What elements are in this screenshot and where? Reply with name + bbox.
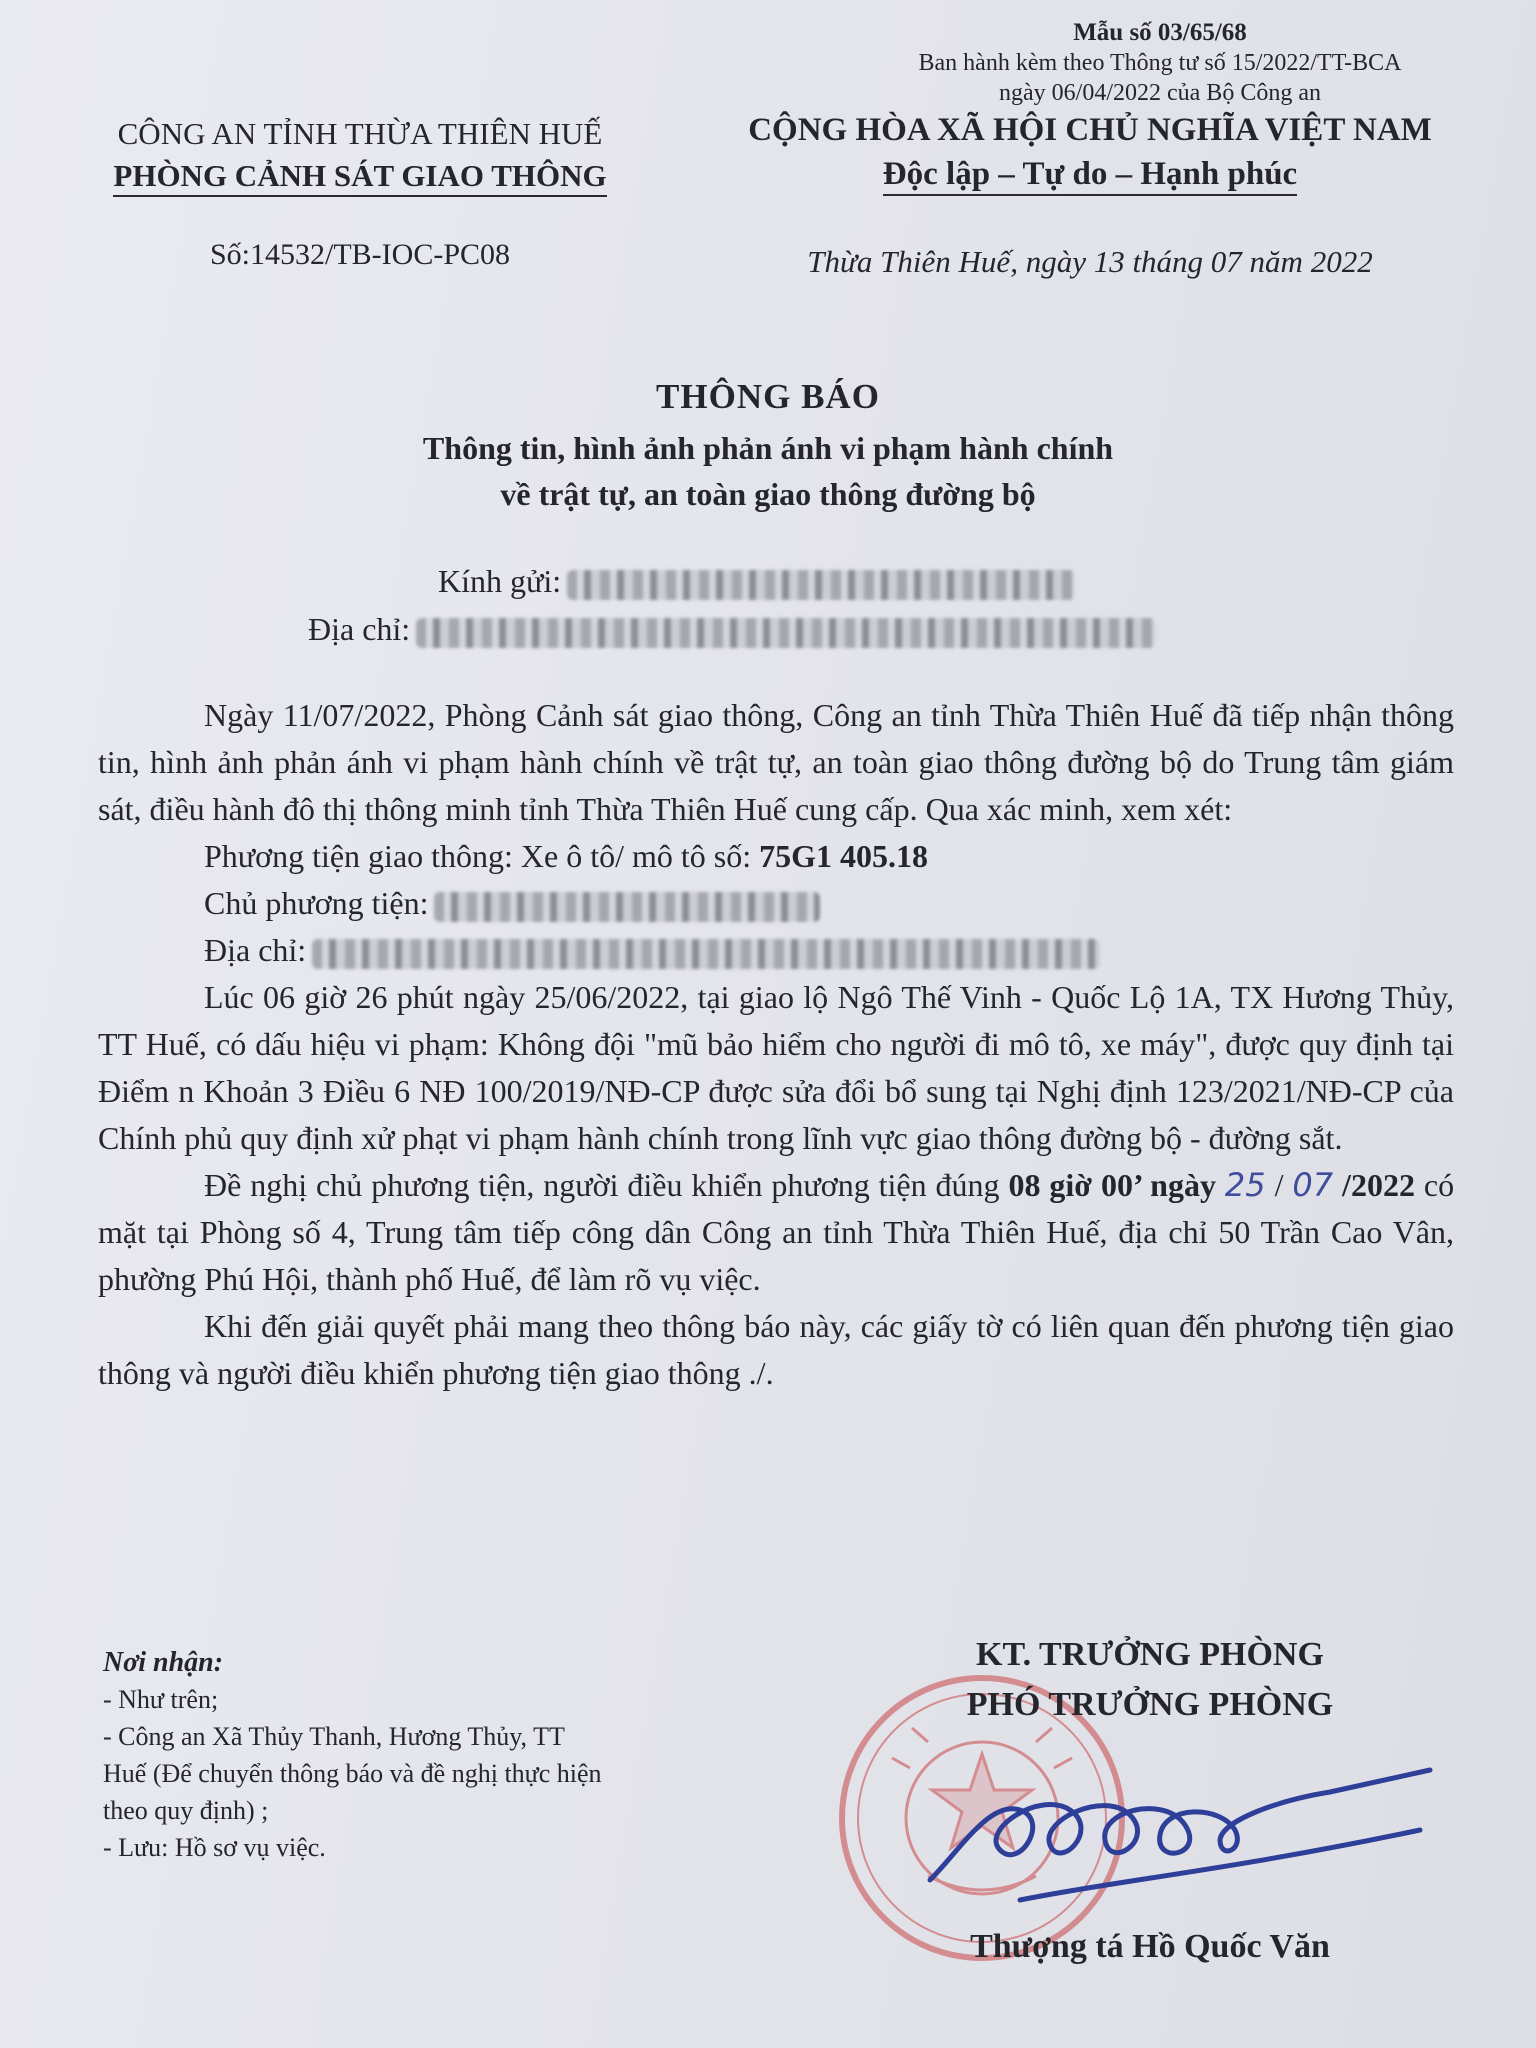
redacted-recipient-address bbox=[416, 618, 1156, 648]
paragraph-closing: Khi đến giải quyết phải mang theo thông báo này, các giấy tờ có liên quan đến phương tiện giao thông và người điều khiển phương tiện giao thông ./. bbox=[98, 1308, 1454, 1391]
summons-text-start: Đề nghị chủ phương tiện, người điều khiển phương tiện đúng bbox=[204, 1167, 1000, 1203]
handwritten-month: 07 bbox=[1292, 1166, 1334, 1204]
document-body bbox=[98, 692, 1454, 1397]
issued-line-1: Ban hành kèm theo Thông tư số 15/2022/TT-BCA bbox=[918, 50, 1402, 76]
paragraph-violation: Lúc 06 giờ 26 phút ngày 25/06/2022, tại giao lộ Ngô Thế Vinh - Quốc Lộ 1A, TX Hương Thủy, TT Huế, có dấu hiệu vi phạm: Không đội "mũ bảo hiểm cho người đi mô tô, xe máy", được quy định tại Điểm n Khoản 3 Điều 6 NĐ 100/2019/NĐ-CP được sửa đổi bổ sung tại Nghị định 123/2021/NĐ-CP của Chính phủ quy định xử phạt vi phạm hành chính trong lĩnh vực giao thông đường bộ - đường sắt. bbox=[98, 979, 1454, 1156]
signature-title bbox=[830, 1630, 1470, 1730]
redacted-owner-name bbox=[434, 892, 820, 922]
recipient-label: Kính gửi: bbox=[438, 563, 562, 599]
owner-line bbox=[98, 880, 1454, 927]
form-number-block bbox=[840, 18, 1480, 108]
vehicle-line bbox=[98, 833, 1454, 880]
recipient-line bbox=[438, 557, 1075, 605]
subtitle-line-1: Thông tin, hình ảnh phản ánh vi phạm hành chính bbox=[422, 430, 1114, 466]
recipients-item: Huế (Để chuyển thông báo và đề nghị thực hiện bbox=[103, 1759, 602, 1788]
subtitle-line-2: về trật tự, an toàn giao thông đường bộ bbox=[500, 476, 1036, 512]
recipients-item: - Như trên; bbox=[103, 1685, 219, 1714]
recipients-list bbox=[103, 1644, 743, 1866]
summons-text-rest: có mặt tại Phòng số 4, Trung tâm tiếp công dân Công an tỉnh Thừa Thiên Huế, địa chỉ 50 Trần Cao Vân, phường Phú Hội, thành phố Huế, để làm rõ vụ việc. bbox=[98, 1167, 1455, 1297]
summons-time: 08 giờ 00’ ngày bbox=[1008, 1167, 1216, 1203]
document-subtitle bbox=[0, 425, 1536, 517]
form-number: Mẫu số 03/65/68 bbox=[1073, 19, 1247, 46]
place-date: Thừa Thiên Huế, ngày 13 tháng 07 năm 2022 bbox=[807, 244, 1373, 279]
handwritten-day: 25 bbox=[1224, 1166, 1266, 1204]
date-separator: / bbox=[1274, 1167, 1284, 1203]
license-plate: 75G1 405.18 bbox=[759, 838, 929, 874]
country-motto: Độc lập – Tự do – Hạnh phúc bbox=[883, 156, 1297, 196]
signer-name: Thượng tá Hồ Quốc Văn bbox=[970, 1928, 1330, 1965]
agency-line-1: CÔNG AN TỈNH THỪA THIÊN HUẾ bbox=[117, 116, 603, 151]
redacted-recipient-name bbox=[567, 570, 1075, 600]
vehicle-label: Phương tiện giao thông: Xe ô tô/ mô tô số: bbox=[204, 838, 752, 874]
agency-header bbox=[40, 113, 680, 197]
recipients-heading: Nơi nhận: bbox=[103, 1647, 224, 1678]
owner-address-line bbox=[98, 927, 1454, 974]
signature-title-line-2: PHÓ TRƯỞNG PHÒNG bbox=[966, 1686, 1334, 1723]
recipients-item: - Lưu: Hồ sơ vụ việc. bbox=[103, 1833, 326, 1862]
owner-label: Chủ phương tiện: bbox=[204, 885, 429, 921]
issued-line-2: ngày 06/04/2022 của Bộ Công an bbox=[999, 80, 1321, 106]
recipient-address-line bbox=[308, 605, 1156, 653]
document-title: THÔNG BÁO bbox=[656, 377, 880, 416]
country-line-1: CỘNG HÒA XÃ HỘI CHỦ NGHĨA VIỆT NAM bbox=[748, 112, 1432, 148]
country-header bbox=[680, 108, 1500, 196]
signature-title-line-1: KT. TRƯỞNG PHÒNG bbox=[976, 1636, 1324, 1673]
recipients-item: - Công an Xã Thủy Thanh, Hương Thủy, TT bbox=[103, 1722, 565, 1751]
document-number: Số:14532/TB-IOC-PC08 bbox=[209, 238, 511, 271]
owner-address-label: Địa chỉ: bbox=[204, 932, 307, 968]
summons-year: /2022 bbox=[1342, 1167, 1415, 1203]
recipients-item: theo quy định) ; bbox=[103, 1796, 269, 1825]
redacted-owner-address bbox=[312, 939, 1100, 969]
agency-line-2: PHÒNG CẢNH SÁT GIAO THÔNG bbox=[113, 158, 606, 197]
paragraph-intro: Ngày 11/07/2022, Phòng Cảnh sát giao thông, Công an tỉnh Thừa Thiên Huế đã tiếp nhận thông tin, hình ảnh phản ánh vi phạm hành chính về trật tự, an toàn giao thông đường bộ do Trung tâm giám sát, điều hành đô thị thông minh tỉnh Thừa Thiên Huế cung cấp. Qua xác minh, xem xét: bbox=[98, 697, 1454, 827]
recipient-address-label: Địa chỉ: bbox=[308, 611, 411, 647]
paragraph-summons bbox=[98, 1162, 1454, 1303]
handwritten-signature bbox=[900, 1730, 1460, 1930]
